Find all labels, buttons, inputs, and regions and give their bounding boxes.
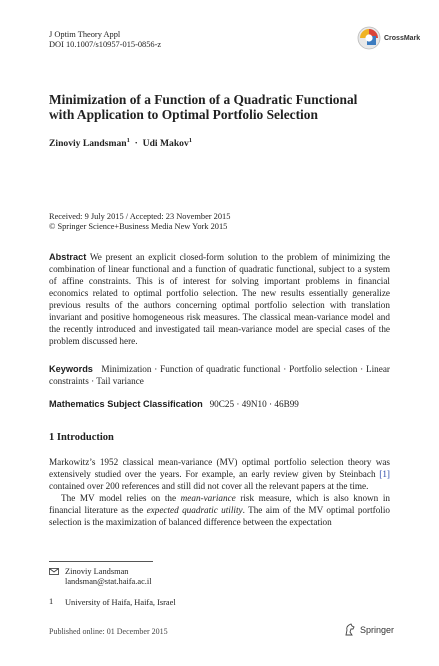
springer-label: Springer [360,624,395,635]
author-2-affil: 1 [188,137,192,144]
copyright: © Springer Science+Business Media New York 2015 [49,222,228,231]
intro-p1-text-b: contained over 200 references and still did not cover all the relevant papers at the time. [49,481,369,491]
abstract-label: Abstract [49,252,87,262]
corresponding-author: Zinoviy Landsman [65,567,129,576]
subject-classification [49,398,390,410]
received-accepted: Received: 9 July 2015 / Accepted: 23 November 2015 [49,212,231,221]
publication-dates [49,212,230,232]
doi[interactable]: DOI 10.1007/s10957-015-0856-z [49,40,162,49]
title-line-2: with Application to Optimal Portfolio Selection [49,107,318,122]
author-2[interactable]: Udi Makov [142,138,189,149]
keywords [49,363,390,387]
crossmark-badge[interactable] [357,26,420,50]
author-separator: · [134,138,138,149]
intro-p1-text-a: Markowitz’s 1952 classical mean-variance (MV) optimal portfolio selection theory was extensively studied over the years. For example, an early review given by Steinbach [49,457,390,479]
keywords-text: Minimization · Function of quadratic functional · Portfolio selection · Linear constraints · Tail variance [49,364,390,386]
abstract-text: We present an explicit closed-form solution to the problem of minimizing the combination of linear functional and a function of quadratic functional, subject to a system of affine constraints. This is of interest for solving important problems in financial economics related to optimal portfolio selection. The new results essentially generalize previous results of the authors concerning optimal portfolio selection with translation invariant and positive homogeneous risk measures. The classical mean-variance model and the recently introduced and investigated tail mean-variance model are special cases of the problem discussed here. [49,252,390,346]
intro-p2-text-c: . The aim of the MV optimal portfolio selection is the maximization of balanced difference between the expectation [49,505,390,527]
introduction-body [49,456,390,528]
msc-label: Mathematics Subject Classification [49,399,203,409]
intro-p2-emphasis-1: mean-variance [180,493,236,503]
envelope-icon [49,568,59,575]
intro-paragraph-2 [49,492,390,528]
springer-logo[interactable] [344,623,394,636]
title-line-1: Minimization of a Function of a Quadratic Functional [49,92,358,107]
intro-p2-text-a: The MV model relies on the [61,493,181,503]
section-heading: 1 Introduction [49,432,114,443]
published-online: Published online: 01 December 2015 [49,627,168,636]
journal-name: J Optim Theory Appl [49,30,121,39]
crossmark-icon [357,26,381,50]
intro-p2-text-b: risk measure, which is also known in financial literature as the [49,493,390,515]
springer-horse-icon [344,623,356,636]
abstract [49,251,390,347]
crossmark-label: CrossMark [384,34,421,42]
affiliation-number: 1 [49,597,54,606]
author-1[interactable]: Zinoviy Landsman [49,138,127,149]
citation-link[interactable]: [1] [379,469,390,479]
intro-paragraph-1 [49,456,390,492]
paper-title [49,92,389,122]
keywords-label: Keywords [49,364,93,374]
msc-codes: 90C25 · 49N10 · 46B99 [209,399,299,409]
footnote-rule [49,561,153,562]
author-1-affil: 1 [126,137,130,144]
affiliation: University of Haifa, Haifa, Israel [65,598,176,607]
author-list [49,137,192,149]
intro-p2-emphasis-2: expected quadratic utility [146,505,243,515]
journal-header [49,30,161,50]
author-email[interactable]: landsman@stat.haifa.ac.il [65,577,152,586]
